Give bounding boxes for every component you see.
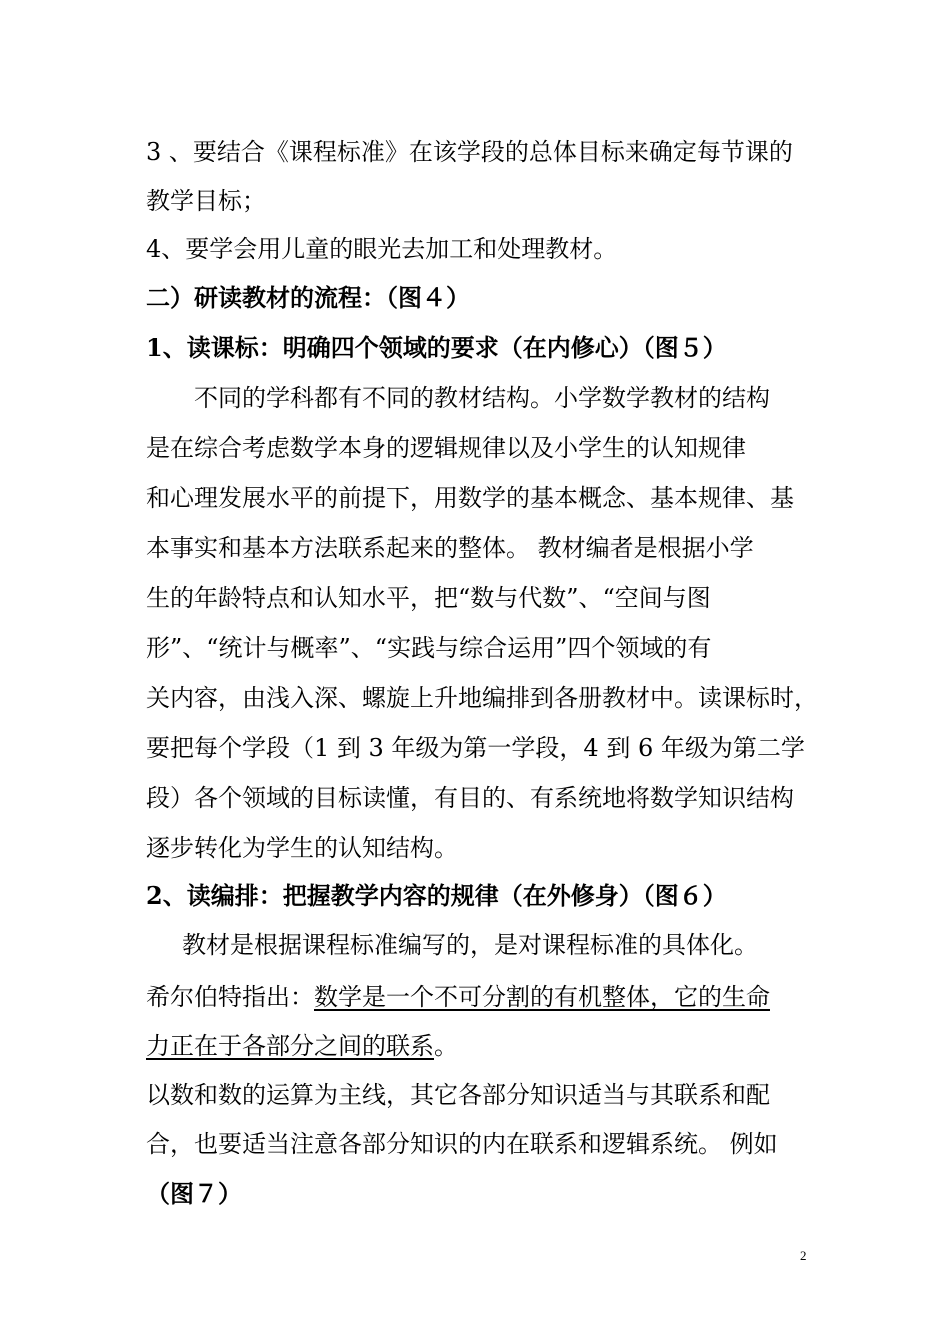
- paragraph-line: 合，也要适当注意各部分知识的内在联系和逻辑系统。 例如: [146, 1130, 778, 1158]
- section-heading: 二）研读教材的流程：（图４）: [146, 283, 470, 312]
- text-line: 教学目标；: [146, 187, 266, 215]
- paragraph-line: 要把每个学段（1 到 3 年级为第一学段，4 到 6 年级为第二学: [146, 734, 805, 762]
- quote-intro: 希尔伯特指出：: [146, 983, 314, 1011]
- paragraph-line: 是在综合考虑数学本身的逻辑规律以及小学生的认知规律: [146, 434, 746, 462]
- quote-underlined: 力正在于各部分之间的联系: [146, 1032, 434, 1060]
- paragraph-line: 教材是根据课程标准编写的，是对课程标准的具体化。: [182, 931, 758, 959]
- text-line: 4、要学会用儿童的眼光去加工和处理教材。: [146, 235, 618, 263]
- paragraph-line: 形”、“统计与概率”、“实践与综合运用”四个领域的有: [146, 634, 712, 662]
- paragraph-line: 段）各个领域的目标读懂，有目的、有系统地将数学知识结构: [146, 784, 794, 812]
- text-line: 3 、要结合《课程标准》在该学段的总体目标来确定每节课的: [146, 138, 793, 166]
- paragraph-line: 逐步转化为学生的认知结构。: [146, 834, 458, 862]
- subsection-heading: 2、读编排：把握教学内容的规律（在外修身）（图６）: [146, 881, 727, 910]
- paragraph-line: 生的年龄特点和认知水平，把“数与代数”、“空间与图: [146, 584, 711, 612]
- paragraph-line: 本事实和基本方法联系起来的整体。 教材编者是根据小学: [146, 534, 754, 562]
- paragraph-line: 以数和数的运算为主线，其它各部分知识适当与其联系和配: [146, 1081, 770, 1109]
- quote-line: [0, 982, 950, 1012]
- quote-underlined: 数学是一个不可分割的有机整体，它的生命: [314, 983, 770, 1011]
- paragraph-line: 关内容，由浅入深、螺旋上升地编排到各册教材中。读课标时，: [146, 684, 818, 712]
- quote-end: 。: [434, 1032, 458, 1060]
- quote-line: [0, 1031, 950, 1061]
- paragraph-line: 不同的学科都有不同的教材结构。小学数学教材的结构: [194, 384, 770, 412]
- figure-reference: （图７）: [146, 1179, 242, 1208]
- page-number: 2: [800, 1248, 807, 1263]
- subsection-heading: 1、读课标：明确四个领域的要求（在内修心）（图５）: [146, 333, 727, 362]
- paragraph-line: 和心理发展水平的前提下，用数学的基本概念、基本规律、基: [146, 484, 794, 512]
